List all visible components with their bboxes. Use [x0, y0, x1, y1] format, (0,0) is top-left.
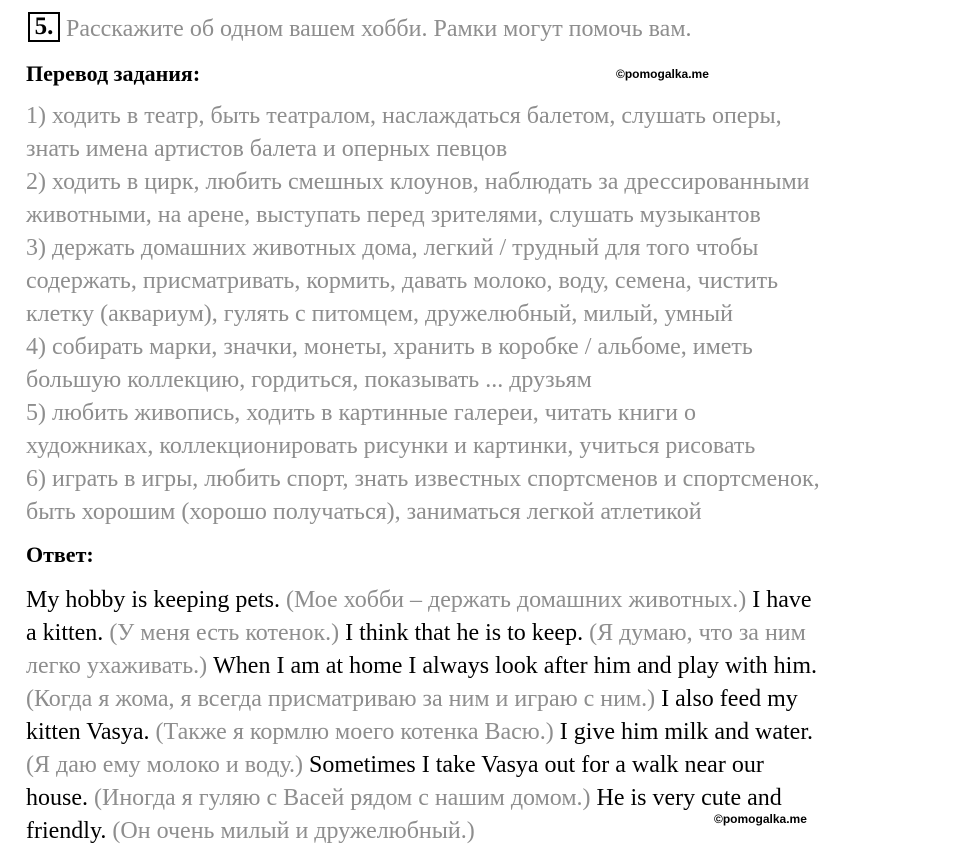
- translation-line: 6) играть в игры, любить спорт, знать известных спортсменов и спортсменок,: [26, 466, 820, 492]
- english-text: When I am at home I always look after him and play with him.: [213, 653, 817, 679]
- translation-line: художниках, коллекционировать рисунки и картинки, учиться рисовать: [26, 433, 756, 459]
- answer-line: [26, 716, 817, 749]
- translation-line: 2) ходить в цирк, любить смешных клоунов, наблюдать за дрессированными: [26, 169, 810, 195]
- answer-line: [26, 815, 817, 848]
- english-text: kitten Vasya.: [26, 719, 156, 745]
- answer-heading: Ответ:: [26, 542, 94, 567]
- answer-line: [26, 584, 817, 617]
- translation-line: 4) собирать марки, значки, монеты, хранить в коробке / альбоме, иметь: [26, 334, 753, 360]
- answer-line: [26, 650, 817, 683]
- russian-translation: (Я думаю, что за ним: [589, 620, 806, 646]
- translation-list: [26, 100, 820, 529]
- answer-line: [26, 749, 817, 782]
- answer-line: [26, 782, 817, 815]
- english-text: I have: [752, 587, 812, 613]
- exercise-number: 5.: [28, 12, 60, 42]
- answer-line: [26, 617, 817, 650]
- english-text: Sometimes I take Vasya out for a walk near our: [309, 752, 764, 778]
- english-text: friendly.: [26, 818, 113, 844]
- translation-line: большую коллекцию, гордиться, показывать ... друзьям: [26, 367, 592, 393]
- translation-line: 1) ходить в театр, быть театралом, наслаждаться балетом, слушать оперы,: [26, 103, 782, 129]
- watermark-bottom: ©pomogalka.me: [714, 812, 807, 826]
- english-text: I give him milk and water.: [559, 719, 813, 745]
- russian-translation: легко ухаживать.): [26, 653, 214, 679]
- english-text: I think that he is to keep.: [345, 620, 590, 646]
- translation-line: 3) держать домашних животных дома, легкий / трудный для того чтобы: [26, 235, 759, 261]
- translation-line: быть хорошим (хорошо получаться), заниматься легкой атлетикой: [26, 499, 702, 525]
- russian-translation: (Также я кормлю моего котенка Васю.): [155, 719, 560, 745]
- task-text: Расскажите об одном вашем хобби. Рамки могут помочь вам.: [66, 16, 692, 42]
- russian-translation: (Мое хобби – держать домашних животных.): [285, 587, 753, 613]
- translation-line: клетку (аквариум), гулять с питомцем, дружелюбный, милый, умный: [26, 301, 734, 327]
- answer-text: [26, 584, 817, 848]
- english-text: I also feed my: [661, 686, 798, 712]
- russian-translation: (У меня есть котенок.): [109, 620, 346, 646]
- translation-line: знать имена артистов балета и оперных певцов: [26, 136, 508, 162]
- english-text: My hobby is keeping pets.: [26, 587, 286, 613]
- answer-line: [26, 683, 817, 716]
- watermark-top: ©pomogalka.me: [616, 67, 709, 81]
- russian-translation: (Я даю ему молоко и воду.): [26, 752, 310, 778]
- russian-translation: (Когда я жома, я всегда присматриваю за ним и играю с ним.): [26, 686, 662, 712]
- translation-line: содержать, присматривать, кормить, давать молоко, воду, семена, чистить: [26, 268, 779, 294]
- english-text: He is very cute and: [596, 785, 782, 811]
- english-text: a kitten.: [26, 620, 110, 646]
- russian-translation: (Иногда я гуляю с Васей рядом с нашим домом.): [94, 785, 597, 811]
- translation-heading: Перевод задания:: [26, 61, 201, 86]
- translation-line: 5) любить живопись, ходить в картинные галереи, читать книги о: [26, 400, 696, 426]
- translation-line: животными, на арене, выступать перед зрителями, слушать музыкантов: [26, 202, 761, 228]
- english-text: house.: [26, 785, 94, 811]
- russian-translation: (Он очень милый и дружелюбный.): [112, 818, 475, 844]
